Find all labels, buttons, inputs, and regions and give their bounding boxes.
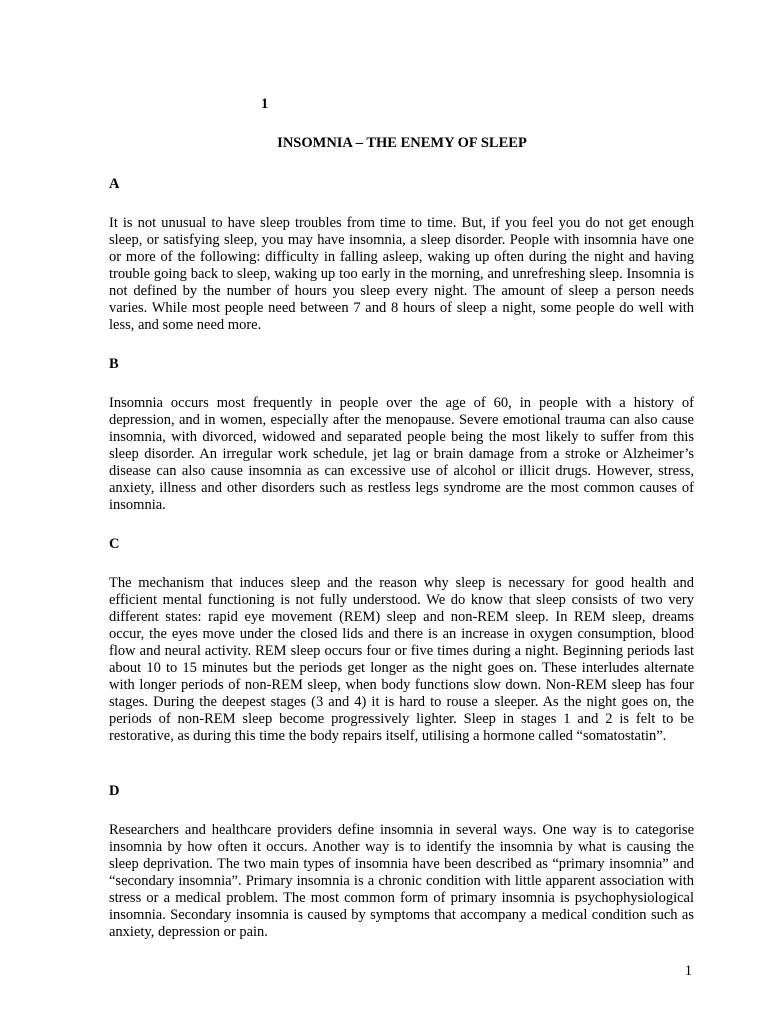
- section-letter-a: A: [109, 176, 120, 192]
- section-paragraph-a: It is not unusual to have sleep troubles from time to time. But, if you feel you do not get enough sleep, or satisfying sleep, you may have insomnia, a sleep disorder. People with insomnia have one or more of the following: difficulty in falling asleep, waking up often during the night and having trouble going back to sleep, waking up too early in the morning, and unrefreshing sleep. Insomnia is not defined by the number of hours you sleep every night. The amount of sleep a person needs varies. While most people need between 7 and 8 hours of sleep a night, some people do well with less, and some need more.: [109, 215, 694, 333]
- page-number: 1: [684, 963, 692, 979]
- unit-number: 1: [261, 96, 269, 112]
- section-paragraph-c: The mechanism that induces sleep and the reason why sleep is necessary for good health and efficient mental functioning is not fully understood. We do know that sleep consists of two very different states: rapid eye movement (REM) sleep and non-REM sleep. In REM sleep, dreams occur, the eyes move under the closed lids and there is an increase in oxygen consumption, blood flow and neural activity. REM sleep occurs four or five times during a night. Beginning periods last about 10 to 15 minutes but the periods get longer as the night goes on. These interludes alternate with longer periods of non-REM sleep, when body functions slow down. Non-REM sleep has four stages. During the deepest stages (3 and 4) it is hard to rouse a sleeper. As the night goes on, the periods of non-REM sleep become progressively lighter. Sleep in stages 1 and 2 is felt to be restorative, as during this time the body repairs itself, utilising a hormone called “somatostatin”.: [109, 575, 694, 744]
- section-letter-c: C: [109, 536, 120, 552]
- section-paragraph-b: Insomnia occurs most frequently in people over the age of 60, in people with a history of depression, and in women, especially after the menopause. Severe emotional trauma can also cause insomnia, with divorced, widowed and separated people being the most likely to suffer from this sleep disorder. An irregular work schedule, jet lag or brain damage from a stroke or Alzheimer’s disease can also cause insomnia as can excessive use of alcohol or illicit drugs. However, stress, anxiety, illness and other disorders such as restless legs syndrome are the most common causes of insomnia.: [109, 395, 694, 513]
- document-title: INSOMNIA – THE ENEMY OF SLEEP: [277, 135, 527, 151]
- section-letter-d: D: [109, 783, 120, 799]
- section-letter-b: B: [109, 356, 119, 372]
- section-paragraph-d: Researchers and healthcare providers define insomnia in several ways. One way is to categorise insomnia by how often it occurs. Another way is to identify the insomnia by what is causing the sleep deprivation. The two main types of insomnia have been described as “primary insomnia” and “secondary insomnia”. Primary insomnia is a chronic condition with little apparent association with stress or a medical problem. The most common form of primary insomnia is psychophysiological insomnia. Secondary insomnia is caused by symptoms that accompany a medical condition such as anxiety, depression or pain.: [109, 822, 694, 940]
